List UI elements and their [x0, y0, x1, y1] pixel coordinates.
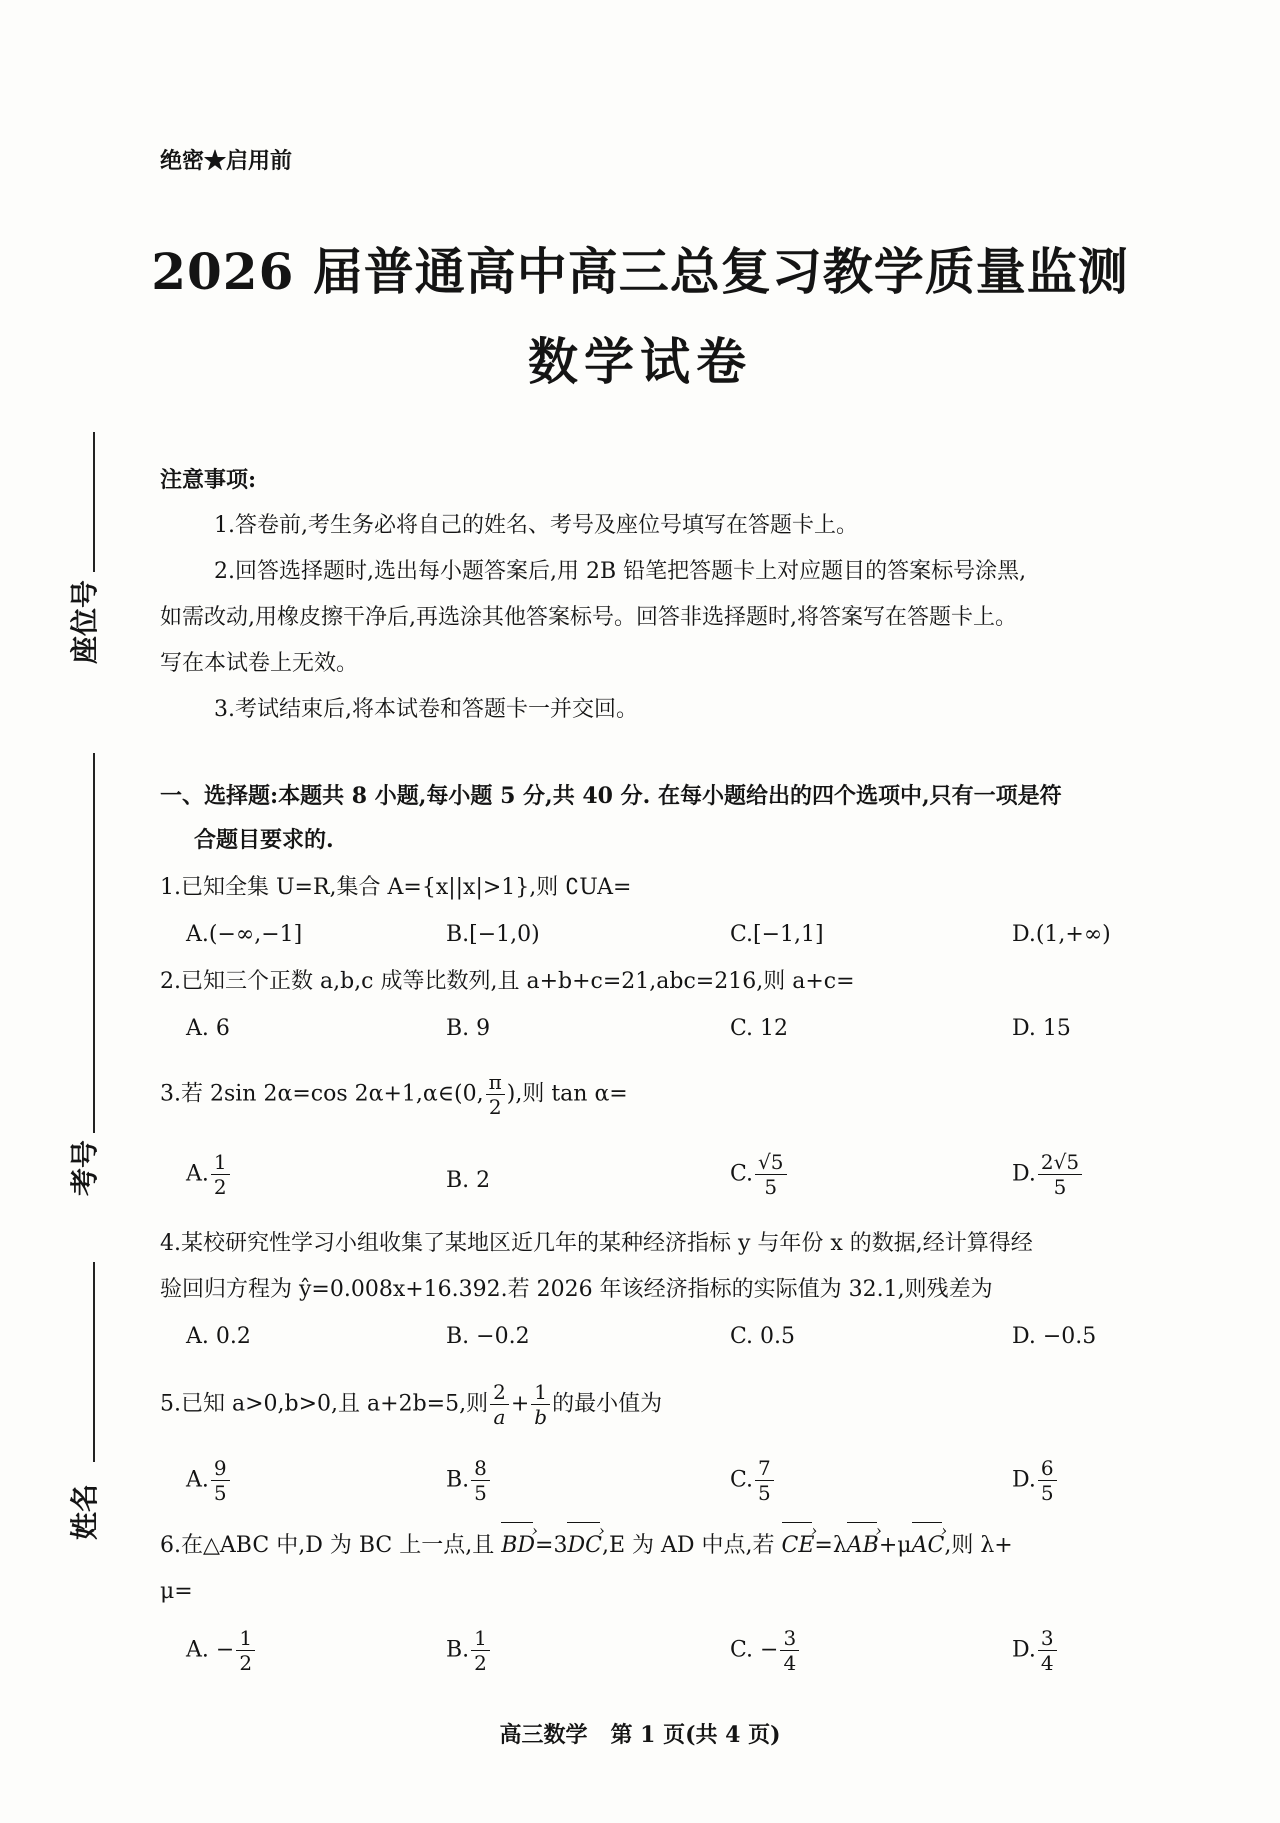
- q5-option-b: B. $\frac{8}{5}$: [446, 1458, 492, 1503]
- fraction: $\frac{\pi}{2}$: [486, 1072, 505, 1117]
- q6-option-a: A. − $\frac{1}{2}$: [186, 1628, 257, 1673]
- q1-option-c: C.[−1,1]: [730, 922, 824, 947]
- question-4-stem-continued: 验回归方程为 ŷ=0.008x+16.392.若 2026 年该经济指标的实际值为 32.1,则残差为: [160, 1277, 993, 1302]
- q1-option-b: B.[−1,0): [446, 922, 540, 947]
- seat-line: [93, 432, 95, 572]
- vector-ac: AC ›: [912, 1524, 945, 1568]
- question-6-stem-continued: μ=: [160, 1579, 193, 1604]
- section-heading-continued: 合题目要求的.: [194, 827, 334, 853]
- question-3-stem: 3.若 2sin 2α=cos 2α+1,α∈(0, $\frac{\pi}{2}$ ),则 tan α=: [160, 1070, 628, 1119]
- q1-option-a: A.(−∞,−1]: [186, 922, 303, 947]
- confidential-label: 绝密★启用前: [160, 148, 293, 174]
- q5-option-c: C. $\frac{7}{5}$: [730, 1458, 776, 1503]
- q3-option-d: D. $\frac{2√5}{5}$: [1012, 1152, 1084, 1197]
- notes-heading: 注意事项:: [160, 467, 257, 493]
- q4-option-b: B. −0.2: [446, 1324, 530, 1349]
- name-label: 姓名: [68, 1484, 101, 1541]
- question-2-stem: 2.已知三个正数 a,b,c 成等比数列,且 a+b+c=21,abc=216,则 a+c=: [160, 969, 855, 994]
- vector-ab: AB ›: [847, 1524, 879, 1568]
- q6-option-b: B. $\frac{1}{2}$: [446, 1628, 492, 1673]
- question-4-stem: 4.某校研究性学习小组收集了某地区近几年的某种经济指标 y 与年份 x 的数据,经计算得经: [160, 1231, 1033, 1256]
- question-1-stem: 1.已知全集 U=R,集合 A={x||x|>1},则 ∁UA=: [160, 875, 632, 900]
- q4-option-a: A. 0.2: [186, 1324, 251, 1349]
- q5-option-d: D. $\frac{6}{5}$: [1012, 1458, 1059, 1503]
- note-item: 2.回答选择题时,选出每小题答案后,用 2B 铅笔把答题卡上对应题目的答案标号涂黑,: [214, 559, 1027, 584]
- q2-option-a: A. 6: [186, 1016, 230, 1041]
- q4-option-c: C. 0.5: [730, 1324, 796, 1349]
- q1-option-d: D.(1,+∞): [1012, 922, 1111, 947]
- q6-option-c: C. − $\frac{3}{4}$: [730, 1628, 801, 1673]
- q2-option-c: C. 12: [730, 1016, 789, 1041]
- exam-title: 2026 届普通高中高三总复习教学质量监测: [151, 242, 1129, 301]
- question-6-stem: 6.在△ABC 中,D 为 BC 上一点,且 BD ›=3DC ›,E 为 AD 中点,若 CE ›=λAB ›+μAC ›,则 λ+: [160, 1524, 1200, 1568]
- q3-option-c: C. $\frac{√5}{5}$: [730, 1152, 789, 1197]
- note-item-continued: 如需改动,用橡皮擦干净后,再选涂其他答案标号。回答非选择题时,将答案写在答题卡上。: [160, 605, 1017, 630]
- note-item: 3.考试结束后,将本试卷和答题卡一并交回。: [214, 697, 638, 722]
- q2-option-d: D. 15: [1012, 1016, 1071, 1041]
- q3-option-a: A. $\frac{1}{2}$: [186, 1152, 232, 1197]
- exam-subtitle: 数学试卷: [528, 332, 752, 391]
- exam-number-label: 考号: [68, 1140, 101, 1197]
- q5-option-a: A. $\frac{9}{5}$: [186, 1458, 232, 1503]
- seat-number-label: 座位号: [68, 580, 101, 665]
- note-item-continued: 写在本试卷上无效。: [160, 651, 359, 676]
- exam-number-line: [93, 753, 95, 1133]
- question-5-stem: 5.已知 a>0,b>0,且 a+2b=5,则 $\frac{2}{a}$ + $\frac{1}{b}$ 的最小值为: [160, 1380, 663, 1429]
- q3-option-b: B. 2: [446, 1168, 491, 1193]
- note-item: 1.答卷前,考生务必将自己的姓名、考号及座位号填写在答题卡上。: [214, 513, 858, 538]
- q4-option-d: D. −0.5: [1012, 1324, 1097, 1349]
- vector-ce: CE ›: [782, 1524, 815, 1568]
- vector-dc: DC ›: [567, 1524, 601, 1568]
- page-footer: 高三数学 第 1 页(共 4 页): [499, 1722, 781, 1748]
- q6-option-d: D. $\frac{3}{4}$: [1012, 1628, 1059, 1673]
- vector-bd: BD ›: [501, 1524, 535, 1568]
- q2-option-b: B. 9: [446, 1016, 491, 1041]
- name-line: [93, 1262, 95, 1462]
- section-heading: 一、选择题:本题共 8 小题,每小题 5 分,共 40 分. 在每小题给出的四个选项中,只有一项是符: [160, 783, 1062, 809]
